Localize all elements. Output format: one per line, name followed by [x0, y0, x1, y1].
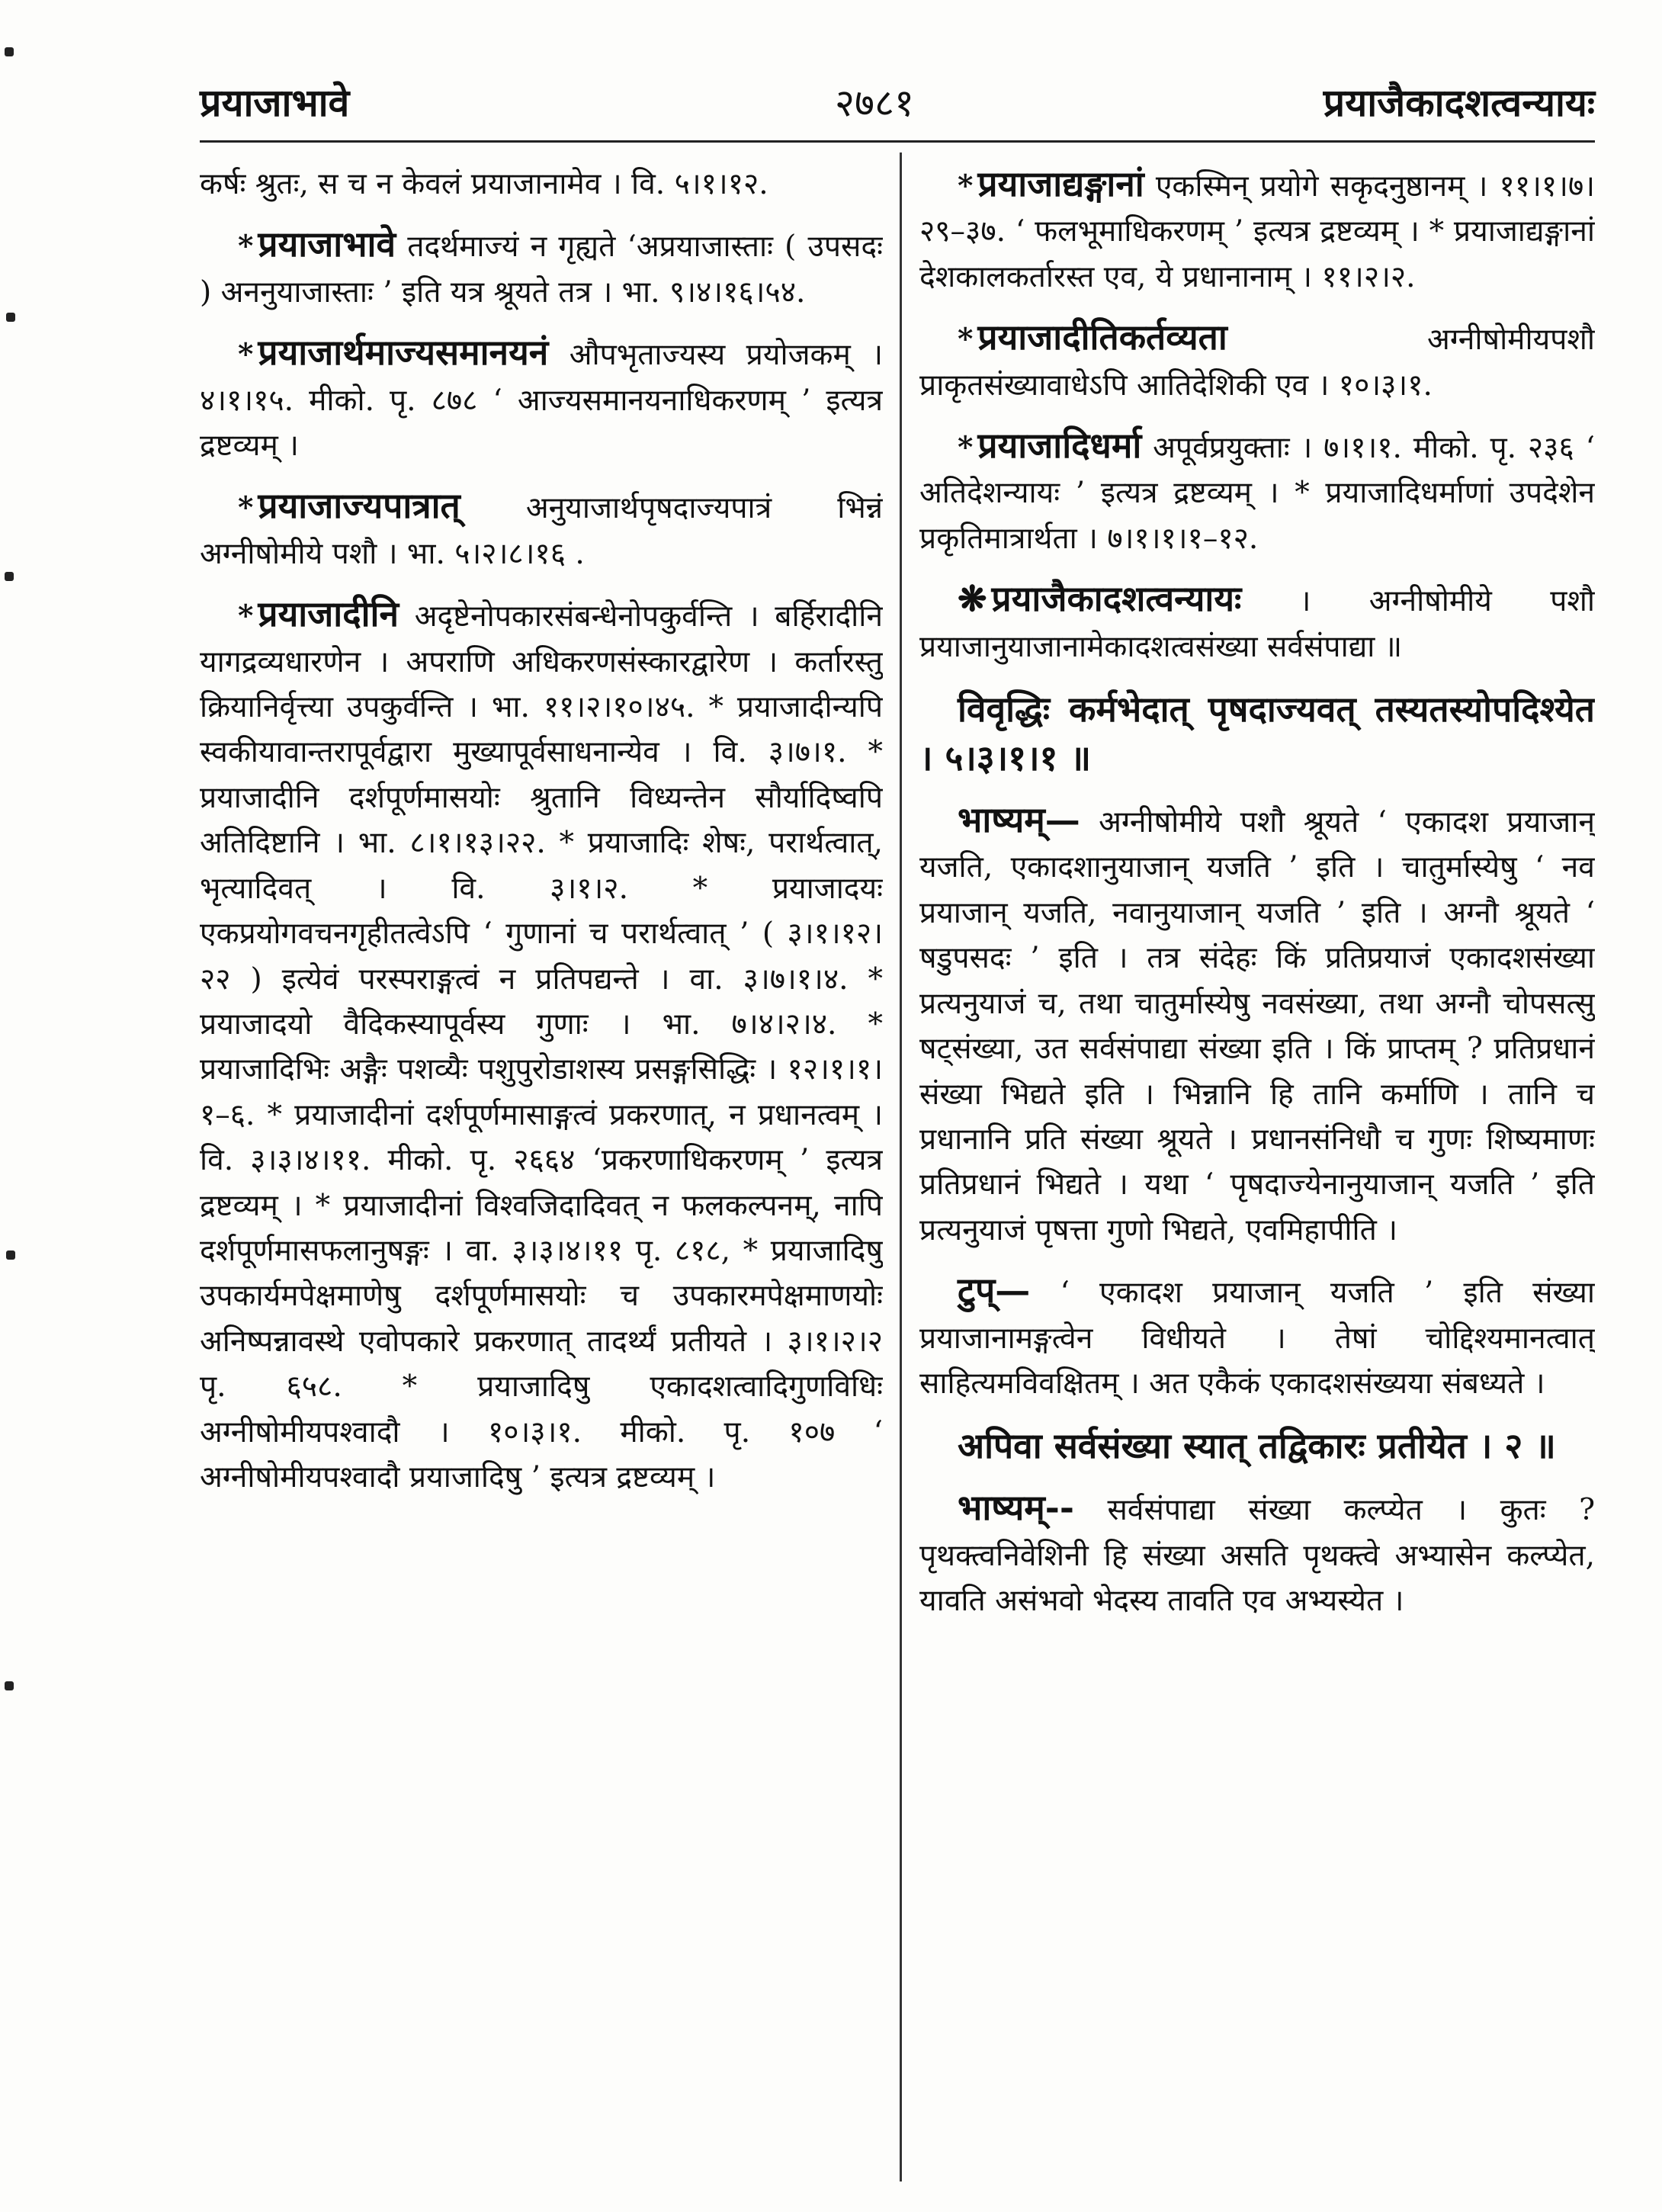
header-rule [200, 140, 1595, 143]
sutra-text: विवृद्धिः कर्मभेदात् पृषदाज्यवत् तस्यतस्योपदिश्येत । ५।३।१।१ ॥ [919, 689, 1595, 779]
entry-paragraph [919, 423, 1595, 561]
entry-paragraph [200, 222, 883, 315]
asterisk-icon: * [238, 337, 254, 373]
column-divider [900, 152, 902, 2182]
scan-speck [6, 313, 15, 322]
entry-paragraph [200, 330, 883, 468]
entry-headword: प्रयाजादीनि [258, 593, 399, 635]
scan-speck [5, 47, 14, 56]
commentary-label: भाष्यम्-- [958, 1487, 1074, 1529]
asterisk-icon: * [238, 490, 254, 526]
asterisk-icon: * [958, 322, 974, 358]
entry-text: अपूर्वप्रयुक्ताः । ७।१।१. मीको. पृ. २३६ ‘ अतिदेशन्यायः ’ इत्यत्र द्रष्टव्यम् । * प्रयाजादिधर्माणां उपदेशेन प्रकृतिमात्रार्थता । ७।१।१।१–१२. [919, 431, 1595, 556]
entry-text: । अग्नीषोमीये पशौ प्रयाजानुयाजानामेकादशत्वसंख्या सर्वसंपाद्या ॥ [919, 584, 1595, 664]
entry-text: कर्षः श्रुतः, स च न केवलं प्रयाजानामेव । वि. ५।१।१२. [200, 167, 768, 201]
commentary-text: अग्नीषोमीये पशौ श्रूयते ‘ एकादश प्रयाजान् यजति, एकादशानुयाजान् यजति ’ इति । चातुर्मास्येषु ‘ नव प्रयाजान् यजति, नवानुयाजान् यजति ’ इति । अग्नौ श्रूयते ‘ षडुपसदः ’ इति । तत्र संदेहः किं प्रतिप्रयाजं एकादशसंख्या प्रत्यनुयाजं च, तथा चातुर्मास्येषु नवसंख्या, तथा अग्नौ चोपसत्सु षट्संख्या, उत सर्वसंपाद्या संख्या इति । किं प्राप्तम् ? प्रतिप्रधानं संख्या भिद्यते इति । भिन्नानि हि तानि कर्माणि । तानि च प्रधानानि प्रति संख्या श्रूयते । प्रधानसंनिधौ च गुणः शिष्यमाणः प्रतिप्रधानं भिद्यते । यथा ‘ पृषदाज्येनानुयाजान् यजति ’ इति प्रत्यनुयाजं पृषत्ता गुणो भिद्यते, एवमिहापीति । [919, 805, 1595, 1247]
entry-headword: प्रयाजार्थमाज्यसमानयनं [258, 332, 549, 374]
entry-headword: प्रयाजाभावे [258, 223, 396, 265]
bhashya-paragraph [919, 1485, 1595, 1623]
scan-speck [6, 1250, 15, 1260]
asterisk-icon: * [238, 229, 254, 265]
entry-headword: प्रयाजैकादशत्वन्यायः [991, 578, 1242, 620]
entry-text: अनुयाजार्थपृषदाज्यपात्रं भिन्नं अग्नीषोमीये पशौ । भा. ५।२।८।१६ . [200, 491, 883, 571]
entry-text: औपभृताज्यस्य प्रयोजकम् । ४।१।१५. मीको. पृ. ८७८ ‘ आज्यसमानयनाधिकरणम् ’ इत्यत्र द्रष्टव्यम् । [200, 338, 883, 464]
entry-paragraph [919, 162, 1595, 300]
entry-paragraph [919, 576, 1595, 669]
running-head-left: प्रयाजाभावे [200, 80, 350, 125]
right-column [919, 162, 1595, 2190]
entry-paragraph [200, 483, 883, 576]
asterisk-icon: * [958, 430, 974, 466]
entry-text: एकस्मिन् प्रयोगे सकृदनुष्ठानम् । ११।१।७।२९–३७. ‘ फलभूमाधिकरणम् ’ इत्यत्र द्रष्टव्यम् । * प्रयाजाद्यङ्गानां देशकालकर्तारस्त एव, ये प्रधानानाम् । ११।२।२. [919, 169, 1595, 294]
tuptika-paragraph [919, 1268, 1595, 1406]
entry-headword: प्रयाजाज्यपात्रात् [258, 485, 460, 527]
commentary-text: सर्वसंपाद्या संख्या कल्प्येत । कुतः ? पृथक्त्वनिवेशिनी हि संख्या असति पृथक्त्वे अभ्यासेन कल्प्येत, यावति असंभवो भेदस्य तावति एव अभ्यस्येत । [919, 1493, 1595, 1619]
entry-headword: प्रयाजादीतिकर्तव्यता [977, 316, 1227, 358]
scan-speck [5, 572, 14, 581]
entry-paragraph [919, 315, 1595, 408]
nyaya-marker-icon: ❋ [958, 578, 987, 620]
entry-headword: प्रयाजाद्यङ्गानां [977, 163, 1144, 204]
entry-text: अदृष्टेनोपकारसंबन्धेनोपकुर्वन्ति । बर्हिरादीनि यागद्रव्यधारणेन । अपराणि अधिकरणसंस्कारद्वारेण । कर्तारस्तु क्रियानिर्वृत्त्या उपकुर्वन्ति । भा. ११।२।१०।४५. * प्रयाजादीन्यपि स्वकीयावान्तरापूर्वद्वारा मुख्यापूर्वसाधनान्येव । वि. ३।७।१. * प्रयाजादीनि दर्शपूर्णमासयोः श्रुतानि विध्यन्तेन सौर्यादिष्वपि अतिदिष्टानि । भा. ८।१।१३।२२. * प्रयाजादिः शेषः, परार्थत्वात्, भृत्यादिवत् । वि. ३।१।२. * प्रयाजादयः एकप्रयोगवचनगृहीतत्वेऽपि ‘ गुणानां च परार्थत्वात् ’ ( ३।१।१२।२२ ) इत्येवं परस्पराङ्गत्वं न प्रतिपद्यन्ते । वा. ३।७।१।४. * प्रयाजादयो वैदिकस्यापूर्वस्य गुणाः । भा. ७।४।२।४. * प्रयाजादिभिः अङ्गैः पशव्यैः पशुपुरोडाशस्य प्रसङ्गसिद्धिः । १२।१।१।१–६. * प्रयाजादीनां दर्शपूर्णमासाङ्गत्वं प्रकरणात्, न प्रधानत्वम् । वि. ३।३।४।११. मीको. पृ. २६६४ ‘प्रकरणाधिकरणम् ’ इत्यत्र द्रष्टव्यम् । * प्रयाजादीनां विश्वजिदादिवत् न फलकल्पनम्, नापि दर्शपूर्णमासफलानुषङ्गः । वा. ३।३।४।११ पृ. ८१८, * प्रयाजादिषु उपकार्यमपेक्षमाणेषु दर्शपूर्णमासयोः च उपकारमपेक्षमाणयोः अनिष्पन्नावस्थे एवोपकारे प्रकरणात् तादर्थ्यं प्रतीयते । ३।१।२।२ पृ. ६५८. * प्रयाजादिषु एकादशत्वादिगुणविधिः अग्नीषोमीयपश्वादौ । १०।३।१. मीको. पृ. १०७ ‘ अग्नीषोमीयपश्वादौ प्रयाजादिषु ’ इत्यत्र द्रष्टव्यम् । [200, 599, 883, 1494]
commentary-label: भाष्यम्— [958, 799, 1080, 841]
commentary-label: टुप्— [958, 1270, 1031, 1311]
entry-headword: प्रयाजादिधर्मा [977, 425, 1142, 467]
running-head-right: प्रयाजैकादशत्वन्यायः [1323, 80, 1595, 125]
entry-text: तदर्थमाज्यं न गृह्यते ‘अप्रयाजास्ताः ( उपसदः ) अननुयाजास्ताः ’ इति यत्र श्रूयते तत्र । भा. ९।४।१६।५४. [200, 230, 883, 310]
page-number: २७८१ [835, 81, 914, 125]
commentary-text: ‘ एकादश प्रयाजान् यजति ’ इति संख्या प्रयाजानामङ्गत्वेन विधीयते । तेषां चोद्दिश्यमानत्वात् साहित्यमविवक्षितम् । अत एकैकं एकादशसंख्यया संबध्यते । [919, 1276, 1595, 1401]
asterisk-icon: * [958, 169, 974, 204]
entry-paragraph [200, 162, 883, 207]
sutra-text: अपिवा सर्वसंख्या स्यात् तद्विकारः प्रतीयेत । २ ॥ [958, 1425, 1556, 1467]
asterisk-icon: * [238, 599, 254, 634]
left-column [200, 162, 883, 2190]
scan-speck [5, 1681, 14, 1690]
bhashya-paragraph [919, 798, 1595, 1253]
entry-text: अग्नीषोमीयपशौ प्राकृतसंख्यावाधेऽपि आतिदेशिकी एव । १०।३।१. [919, 323, 1595, 403]
entry-paragraph [200, 592, 883, 1500]
